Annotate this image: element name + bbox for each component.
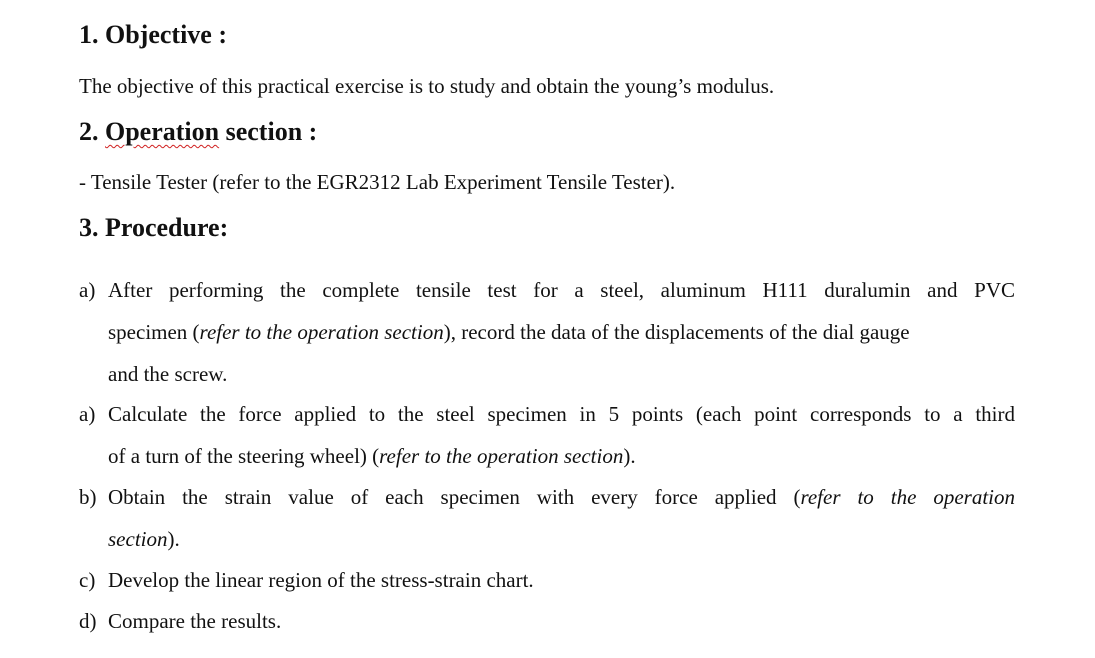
list-item xyxy=(79,568,1019,596)
list-item xyxy=(79,278,1019,388)
list-item-line: After performing the complete tensile test for a steel, aluminum H111 duralumin and PVC xyxy=(108,278,1015,302)
text-run: ). xyxy=(623,444,636,468)
list-marker: b) xyxy=(79,485,97,509)
list-item-line xyxy=(108,527,180,552)
list-item-line: Calculate the force applied to the steel specimen in 5 points (each point corresponds to a third xyxy=(108,402,1015,426)
list-item-line: Develop the linear region of the stress-strain chart. xyxy=(108,568,534,592)
operation-heading xyxy=(79,117,317,147)
italic-reference: section xyxy=(108,527,168,551)
list-marker: a) xyxy=(79,402,96,426)
text-run: ). xyxy=(167,527,180,551)
list-item xyxy=(79,609,1019,637)
list-marker: c) xyxy=(79,568,96,592)
list-marker: a) xyxy=(79,278,96,302)
italic-reference: refer to the operation xyxy=(800,485,1015,509)
operation-text: - Tensile Tester (refer to the EGR2312 Lab Experiment Tensile Tester). xyxy=(79,170,676,194)
procedure-heading: 3. Procedure: xyxy=(79,213,229,242)
text-run: specimen ( xyxy=(108,320,200,344)
list-item-line xyxy=(108,320,910,345)
operation-heading-number: 2. xyxy=(79,117,105,146)
italic-reference: refer to the operation section xyxy=(199,320,444,344)
objective-heading: 1. Objective : xyxy=(79,20,228,49)
list-item xyxy=(79,402,1019,472)
text-run: ), record the data of the displacements of the dial gauge xyxy=(443,320,910,344)
list-item-line xyxy=(108,485,1015,510)
list-item-line: and the screw. xyxy=(108,362,228,386)
operation-heading-rest: section : xyxy=(219,117,318,146)
list-item-line xyxy=(108,444,636,469)
objective-text: The objective of this practical exercise is to study and obtain the young’s modulus. xyxy=(79,74,775,98)
operation-heading-word: Operation xyxy=(105,117,220,146)
list-marker: d) xyxy=(79,609,97,633)
list-item xyxy=(79,485,1019,555)
text-run: of a turn of the steering wheel) ( xyxy=(108,444,380,468)
italic-reference: refer to the operation section xyxy=(379,444,624,468)
text-run: Obtain the strain value of each specimen with every force applied ( xyxy=(108,485,801,509)
list-item-line: Compare the results. xyxy=(108,609,282,633)
